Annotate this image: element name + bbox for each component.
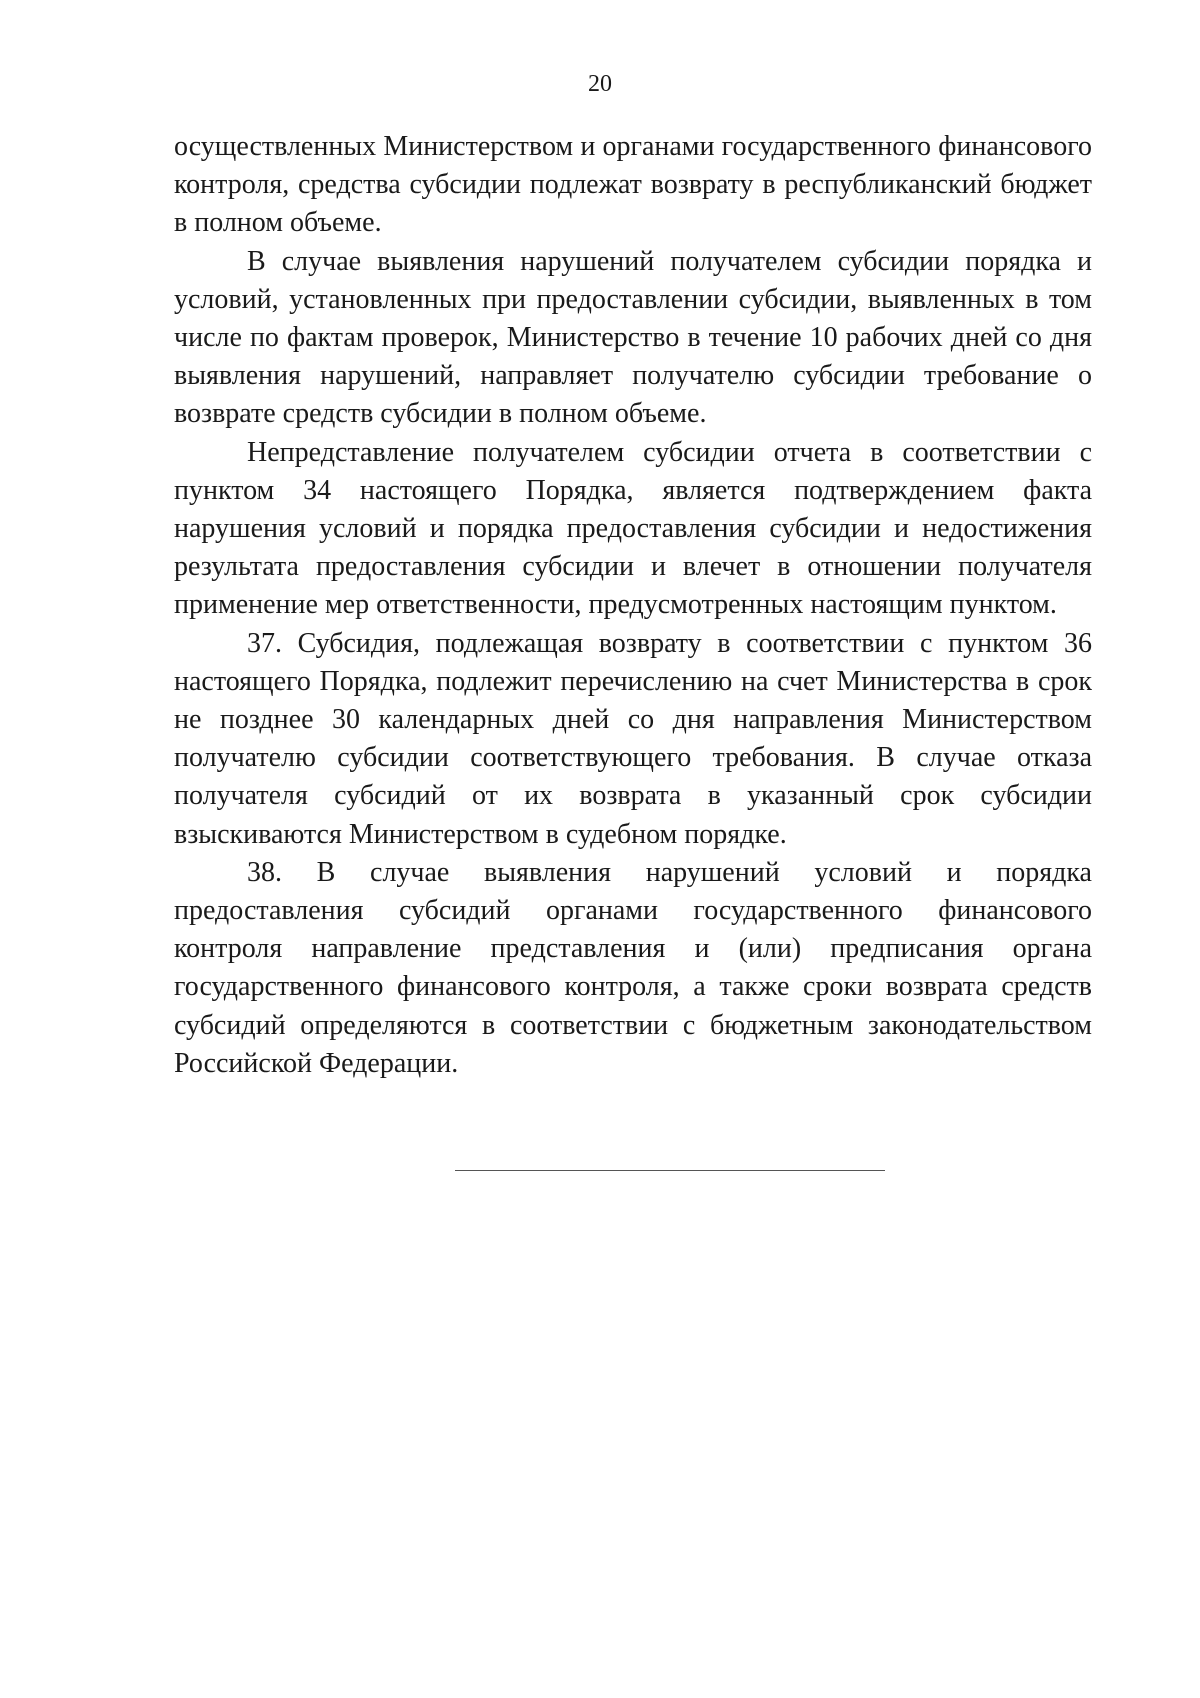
page-number: 20	[588, 71, 612, 97]
paragraph-report-nonsubmission: Непредставление получателем субсидии отчета в соответствии с пунктом 34 настоящего Порядка, является подтверждением факта нарушения условий и порядка предоставления субсидии и недостижения результата предоставления субсидии и влечет в отношении получателя применение мер ответственности, предусмотренных настоящим пунктом.	[174, 436, 1092, 621]
paragraph-continuation: осуществленных Министерством и органами государственного финансового контроля, средства субсидии подлежат возврату в республиканский бюджет в полном объеме.	[174, 131, 1092, 239]
end-divider-line	[455, 1170, 885, 1171]
paragraph-violation-notice: В случае выявления нарушений получателем субсидии порядка и условий, установленных при предоставлении субсидии, выявленных в том числе по фактам проверок, Министерство в течение 10 рабочих дней со дня выявления нарушений, направляет получателю субсидии требование о возврате средств субсидии в полном объеме.	[174, 245, 1092, 430]
document-body	[174, 128, 1092, 1083]
paragraph-item-37: 37. Субсидия, подлежащая возврату в соответствии с пунктом 36 настоящего Порядка, подлежит перечислению на счет Министерства в срок не позднее 30 календарных дней со дня направления Министерством получателю субсидии соответствующего требования. В случае отказа получателя субсидий от их возврата в указанный срок субсидии взыскиваются Министерством в судебном порядке.	[174, 627, 1092, 850]
paragraph-item-38: 38. В случае выявления нарушений условий и порядка предоставления субсидий органами государственного финансового контроля направление представления и (или) предписания органа государственного финансового контроля, а также сроки возврата средств субсидий определяются в соответствии с бюджетным законодательством Российской Федерации.	[174, 856, 1092, 1079]
